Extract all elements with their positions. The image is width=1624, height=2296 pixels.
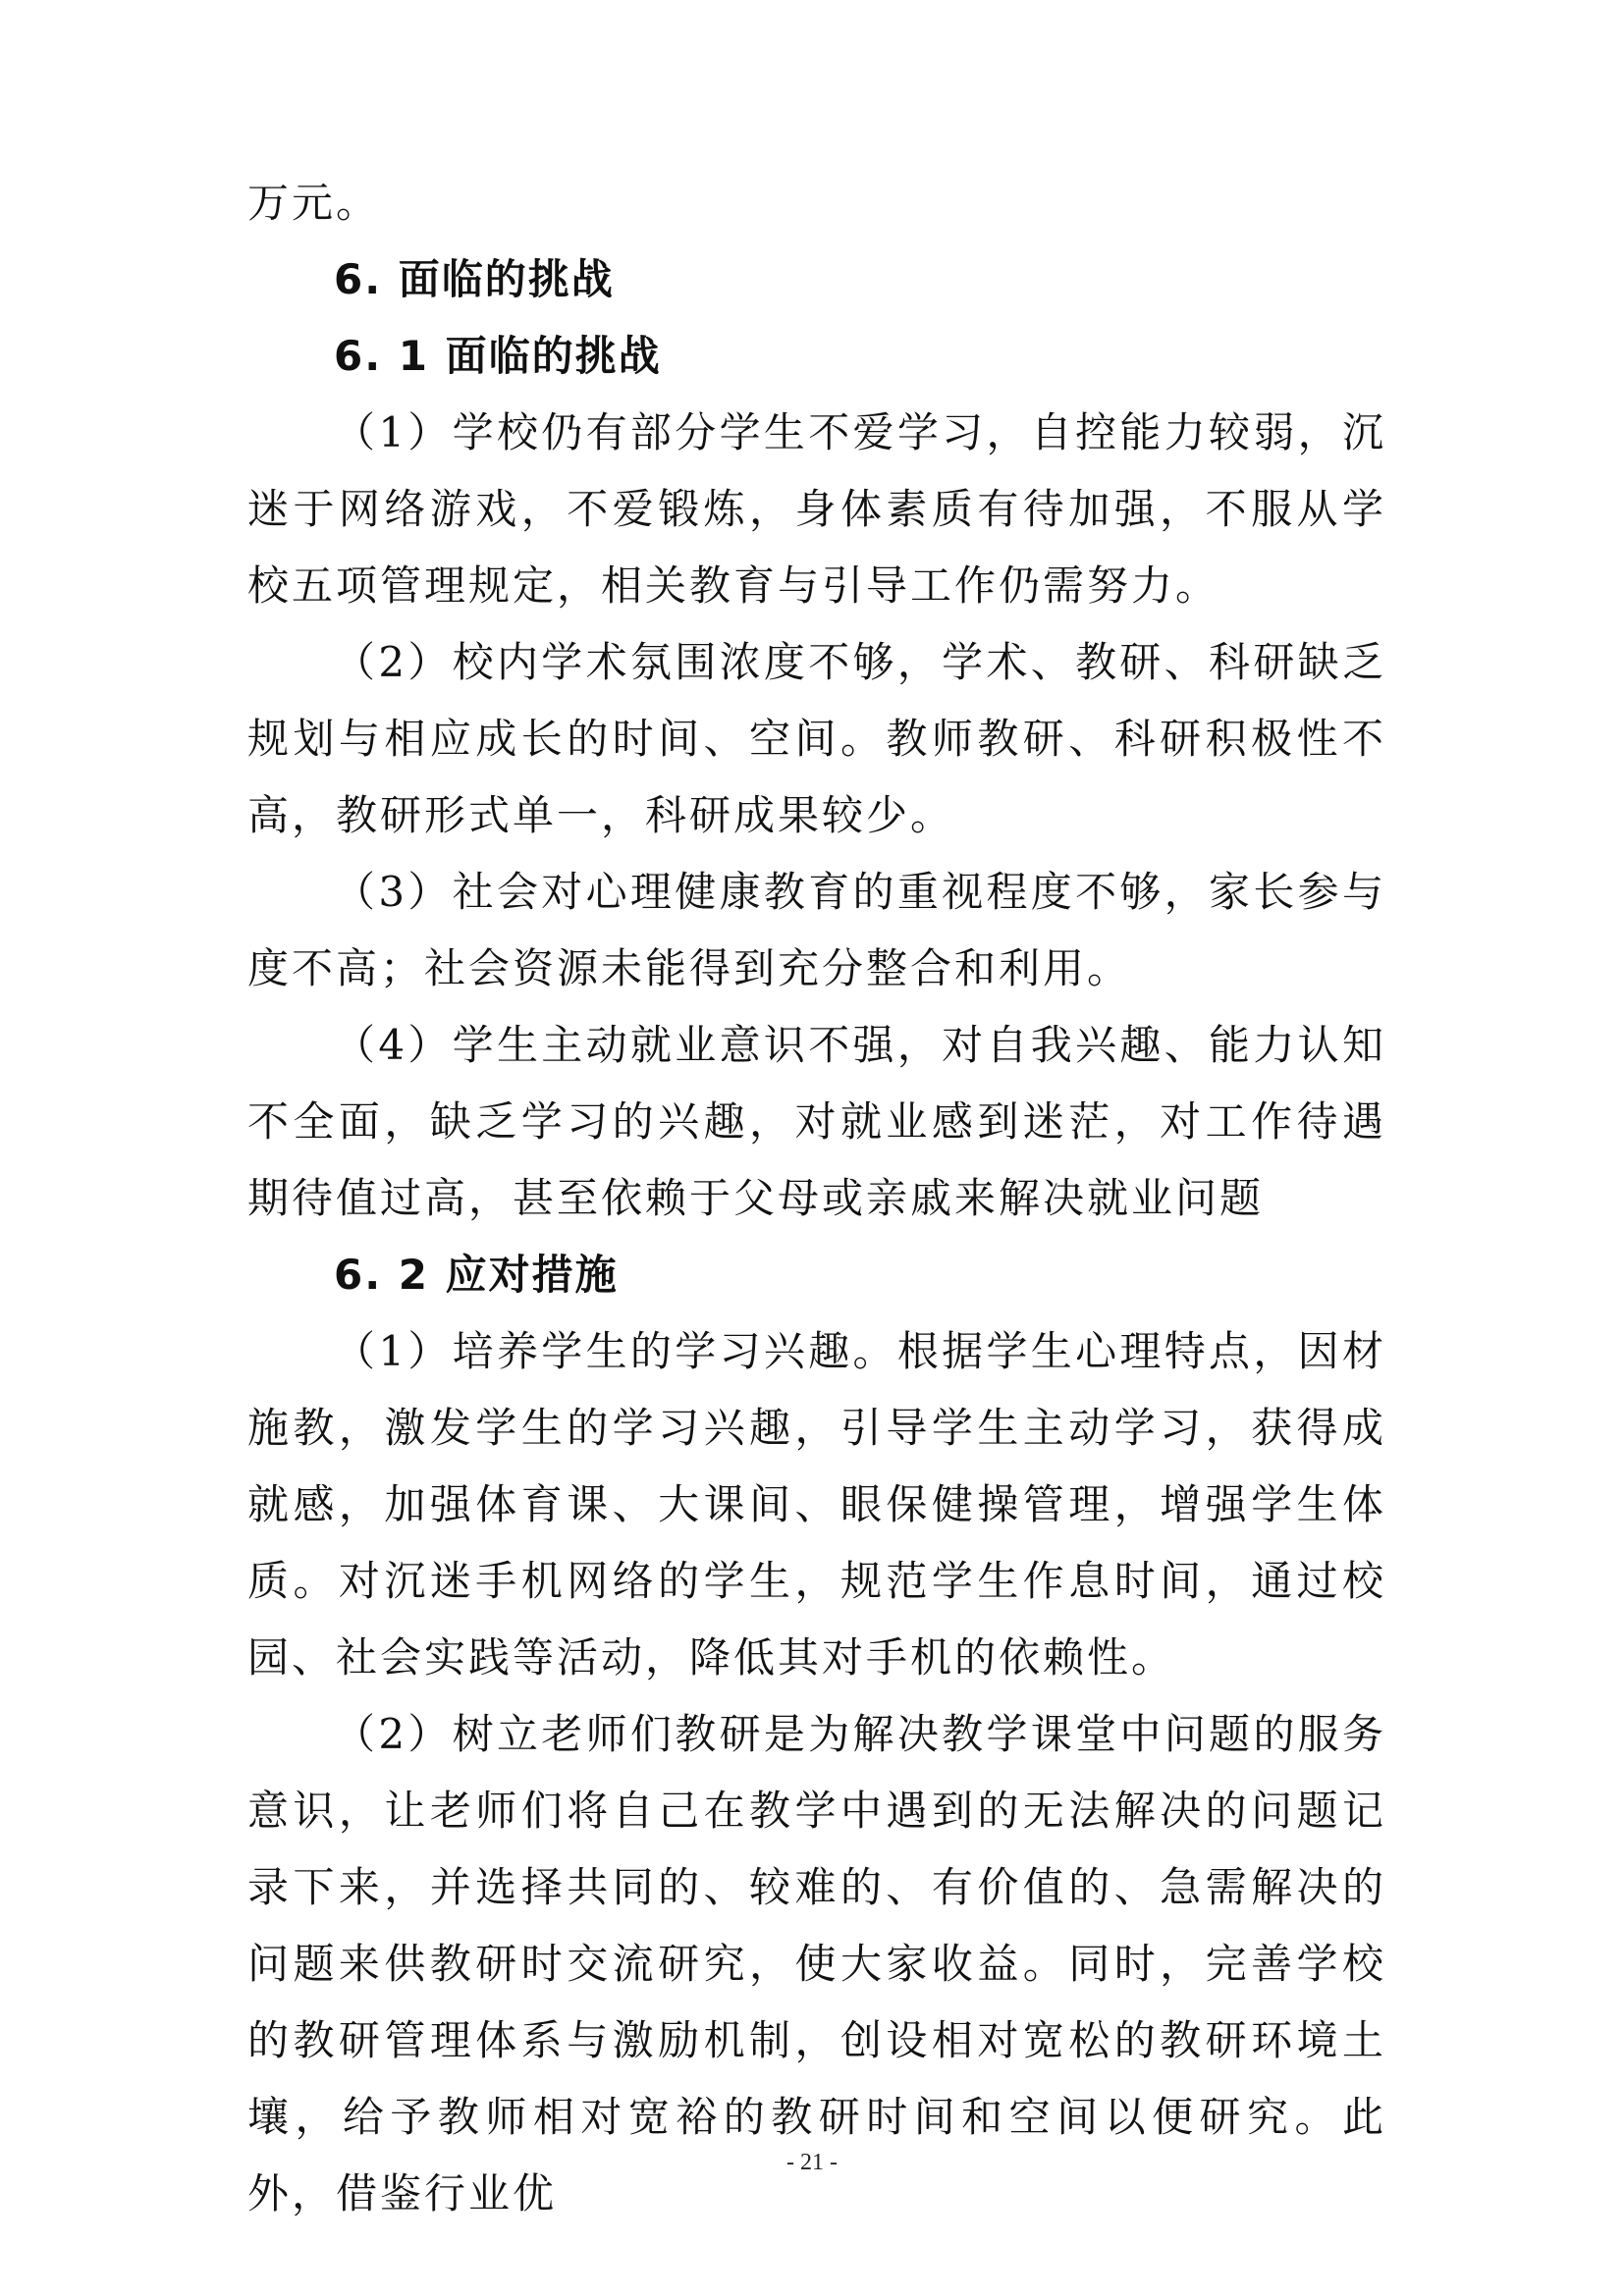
challenge-paragraph-3: （3）社会对心理健康教育的重视程度不够，家长参与度不高；社会资源未能得到充分整合和利用。 bbox=[247, 868, 1386, 992]
continuation-text: 万元。 bbox=[247, 179, 381, 227]
challenge-paragraph-4: （4）学生主动就业意识不强，对自我兴趣、能力认知不全面，缺乏学习的兴趣，对就业感到迷茫，对工作待遇期待值过高，甚至依赖于父母或亲戚来解决就业问题 bbox=[247, 1021, 1386, 1222]
challenge-paragraph-2: （2）校内学术氛围浓度不够，学术、教研、科研缺乏规划与相应成长的时间、空间。教师教研、科研积极性不高，教研形式单一，科研成果较少。 bbox=[247, 638, 1386, 839]
page-number: - 21 - bbox=[786, 2150, 838, 2175]
section-6-heading: 6. 面临的挑战 bbox=[334, 255, 615, 303]
measure-paragraph-2: （2）树立老师们教研是为解决教学课堂中问题的服务意识，让老师们将自己在教学中遇到的无法解决的问题记录下来，并选择共同的、较难的、有价值的、急需解决的问题来供教研时交流研究，使大家收益。同时，完善学校的教研管理体系与激励机制，创设相对宽松的教研环境土壤，给予教师相对宽裕的教研时间和空间以便研究。此外，借鉴行业优 bbox=[247, 1710, 1386, 2217]
body-text bbox=[247, 165, 1386, 2232]
section-6-1-heading: 6. 1 面临的挑战 bbox=[334, 332, 662, 380]
section-6-2-heading: 6. 2 应对措施 bbox=[334, 1251, 619, 1299]
measure-paragraph-1: （1）培养学生的学习兴趣。根据学生心理特点，因材施教，激发学生的学习兴趣，引导学生主动学习，获得成就感，加强体育课、大课间、眼保健操管理，增强学生体质。对沉迷手机网络的学生，规范学生作息时间，通过校园、社会实践等活动，降低其对手机的依赖性。 bbox=[247, 1327, 1386, 1682]
challenge-paragraph-1: （1）学校仍有部分学生不爱学习，自控能力较弱，沉迷于网络游戏，不爱锻炼，身体素质有待加强，不服从学校五项管理规定，相关教育与引导工作仍需努力。 bbox=[247, 408, 1386, 610]
